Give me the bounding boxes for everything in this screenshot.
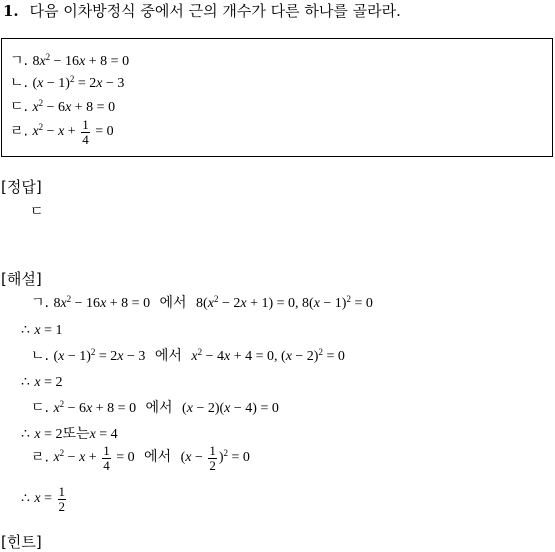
solution-result-a xyxy=(21,323,63,338)
option-a xyxy=(10,54,129,69)
solution-step-c xyxy=(31,401,279,416)
connector: 에서 xyxy=(145,400,173,416)
solution-result-b xyxy=(21,375,63,390)
therefore-symbol: ∴ xyxy=(21,426,30,442)
step-lhs: $x^2 - 6x + 8 = 0$ xyxy=(53,399,137,416)
step-rhs: $x^2 - 4x + 4 = 0$, $(x - 2)^2 = 0$ xyxy=(191,347,345,364)
answer-value: ㄷ xyxy=(30,204,44,220)
step-label: ㄷ. xyxy=(31,400,49,416)
connector: 에서 xyxy=(159,295,187,311)
option-equation: $x^2 - 6x + 8 = 0$ xyxy=(32,98,116,115)
connector: 에서 xyxy=(144,449,172,466)
step-rhs: (x − 2)(x − 4) = 0 xyxy=(182,401,279,416)
option-label: ㄹ. xyxy=(10,123,28,140)
solution-step-b xyxy=(31,349,345,364)
option-label: ㄷ. xyxy=(10,99,28,115)
step-label: ㄴ. xyxy=(31,348,49,364)
connector: 에서 xyxy=(154,348,182,364)
result-value: x = 2또는x = 4 xyxy=(34,426,118,442)
result-value: x = 1 xyxy=(34,323,63,338)
therefore-symbol: ∴ xyxy=(21,374,30,390)
result-value: x = 2 xyxy=(34,375,63,390)
therefore-symbol: ∴ xyxy=(21,322,30,338)
option-label: ㄴ. xyxy=(10,75,28,91)
result-value: x = $\frac{1}{2}$ xyxy=(34,484,65,514)
therefore-symbol: ∴ xyxy=(21,490,30,507)
step-rhs: (x − $\frac{1}{2}$ )$^2$ = 0 xyxy=(180,443,250,473)
solution-step-d xyxy=(31,444,250,472)
step-lhs: $(x - 1)^2 = 2x - 3$ xyxy=(53,347,146,364)
step-lhs: $x^2 - x$ + $\frac{1}{4}$ = 0 xyxy=(53,443,135,473)
problem-line xyxy=(3,4,401,19)
problem-number: 1. xyxy=(3,2,19,20)
option-d xyxy=(10,118,114,146)
option-equation: $x^2 - x$ + $\frac{1}{4}$ = 0 xyxy=(32,117,114,147)
option-label: ㄱ. xyxy=(10,53,28,69)
hint-heading: [힌트] xyxy=(1,533,42,551)
solution-heading: [해설] xyxy=(1,270,42,288)
option-b xyxy=(10,76,124,91)
option-equation: $(x - 1)^2 = 2x - 3$ xyxy=(32,74,125,91)
solution-result-d xyxy=(21,485,68,513)
solution-result-c xyxy=(21,427,118,442)
step-label: ㄹ. xyxy=(31,449,49,466)
step-lhs: $8x^2 - 16x + 8 = 0$ xyxy=(53,294,151,311)
option-equation: $8x^2 - 16x + 8 = 0$ xyxy=(32,52,130,69)
answer-heading: [정답] xyxy=(1,178,42,196)
option-c xyxy=(10,100,115,115)
step-rhs: $8(x^2 - 2x + 1) = 0$, $8(x - 1)^2 = 0$ xyxy=(196,294,373,311)
problem-question: 다음 이차방정식 중에서 근의 개수가 다른 하나를 골라라. xyxy=(29,2,401,20)
solution-step-a xyxy=(31,296,373,311)
step-label: ㄱ. xyxy=(31,295,49,311)
